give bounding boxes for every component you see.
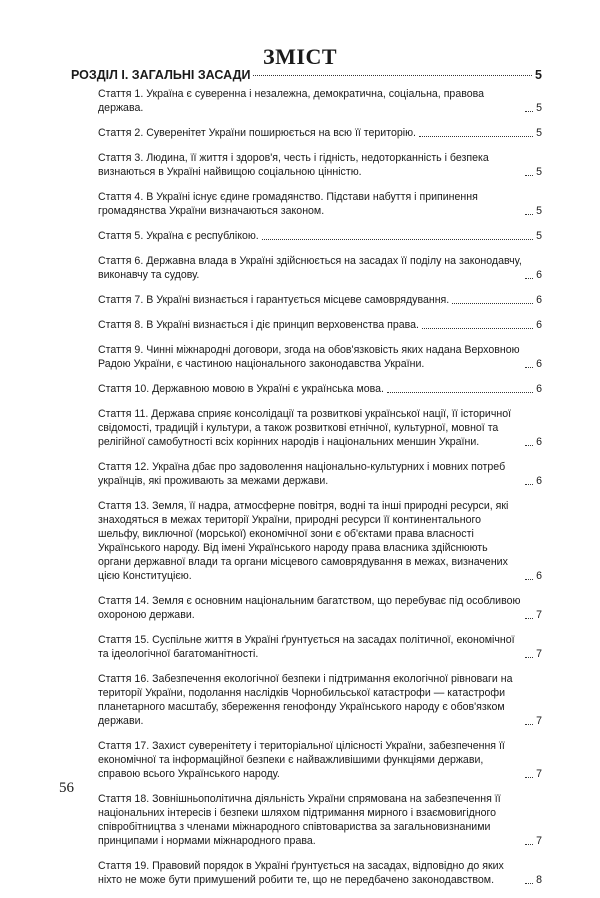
toc-entry <box>98 633 542 661</box>
toc-entry <box>98 382 542 396</box>
toc-entry-text: Стаття 9. Чинні міжнародні договори, згода на обов'язковість яких надана Верховною Радою України, є частиною національного законодавства України. <box>98 344 520 370</box>
dot-leader <box>419 136 533 137</box>
dot-leader <box>262 239 533 240</box>
toc-entry <box>98 293 542 307</box>
toc-entry-text: Стаття 1. Україна є суверенна і незалежна, демократична, соціальна, правова держава. <box>98 88 485 114</box>
table-of-contents <box>98 87 542 898</box>
toc-entry <box>98 460 542 488</box>
toc-entry-text: Стаття 17. Захист суверенітету і територіальної цілісності України, забезпечення її економічної та інформаційної безпеки є найважливішими функціями держави, справою всього Українського народу. <box>98 740 505 780</box>
toc-entry <box>98 594 542 622</box>
toc-entry-page: 7 <box>536 715 542 727</box>
toc-entry-text: Стаття 7. В Україні визнається і гарантується місцеве самоврядування. <box>98 294 450 306</box>
dot-leader <box>525 883 533 884</box>
dot-leader <box>525 844 533 845</box>
dot-leader <box>253 75 532 76</box>
toc-entry-page: 7 <box>536 835 542 847</box>
toc-entry-page: 6 <box>536 475 542 487</box>
toc-entry-page: 5 <box>536 102 542 114</box>
section-page: 5 <box>535 68 542 82</box>
dot-leader <box>525 278 533 279</box>
dot-leader <box>525 484 533 485</box>
toc-entry <box>98 318 542 332</box>
toc-entry <box>98 254 542 282</box>
toc-entry-text: Стаття 11. Держава сприяє консолідації та розвиткові української нації, її історичної свідомості, традицій і культури, а також розвиткові етнічної, культурної, мовної та релігійної самобутності всіх корінних народів і національних меншин України. <box>98 408 512 448</box>
page-title: ЗМІСТ <box>263 44 337 69</box>
toc-entry-text: Стаття 5. Україна є республікою. <box>98 230 259 242</box>
toc-entry <box>98 151 542 179</box>
toc-entry-text: Стаття 10. Державною мовою в Україні є українська мова. <box>98 383 384 395</box>
toc-entry-page: 6 <box>536 294 542 306</box>
dot-leader <box>525 175 533 176</box>
toc-entry <box>98 87 542 115</box>
toc-entry-page: 6 <box>536 358 542 370</box>
toc-entry <box>98 792 542 848</box>
toc-entry-page: 5 <box>536 205 542 217</box>
toc-entry-page: 5 <box>536 230 542 242</box>
toc-entry-text: Стаття 8. В Україні визнається і діє принцип верховенства права. <box>98 319 419 331</box>
toc-entry <box>98 672 542 728</box>
toc-entry <box>98 229 542 243</box>
toc-entry-page: 6 <box>536 383 542 395</box>
dot-leader <box>525 111 533 112</box>
dot-leader <box>525 618 533 619</box>
toc-entry <box>98 407 542 449</box>
dot-leader <box>422 328 533 329</box>
toc-entry-text: Стаття 14. Земля є основним національним багатством, що перебуває під особливою охороною держави. <box>98 595 521 621</box>
toc-entry <box>98 739 542 781</box>
toc-entry-text: Стаття 13. Земля, її надра, атмосферне повітря, водні та інші природні ресурси, які знаходяться в межах території України, природні ресурси її континентального шельфу, виключної (морської) економічної зони є об'єктами права власності Українського народу. Від імені Українського народу права власника здійснюють органи державної влади та органи місцевого самоврядування в межах, визначених цією Конституцією. <box>98 500 509 582</box>
dot-leader <box>525 777 533 778</box>
section-label: РОЗДІЛ І. ЗАГАЛЬНІ ЗАСАДИ <box>71 68 251 82</box>
toc-entry-page: 7 <box>536 768 542 780</box>
dot-leader <box>525 724 533 725</box>
dot-leader <box>525 579 533 580</box>
toc-entry-page: 6 <box>536 319 542 331</box>
dot-leader <box>525 367 533 368</box>
toc-entry-page: 6 <box>536 269 542 281</box>
toc-entry-text: Стаття 15. Суспільне життя в Україні ґрунтується на засадах політичної, економічної та ідеологічної багатоманітності. <box>98 634 515 660</box>
dot-leader <box>525 214 533 215</box>
toc-entry-text: Стаття 16. Забезпечення екологічної безпеки і підтримання екологічної рівноваги на території України, подолання наслідків Чорнобильської катастрофи — катастрофи планетарного масштабу, збереження генофонду Українського народу є обов'язком держави. <box>98 673 513 727</box>
dot-leader <box>525 657 533 658</box>
toc-entry-page: 5 <box>536 166 542 178</box>
toc-entry-page: 7 <box>536 609 542 621</box>
toc-entry-page: 6 <box>536 570 542 582</box>
toc-entry-page: 7 <box>536 648 542 660</box>
toc-entry <box>98 343 542 371</box>
toc-entry-page: 8 <box>536 874 542 886</box>
toc-entry <box>98 126 542 140</box>
dot-leader <box>387 392 533 393</box>
page-number: 56 <box>59 780 74 796</box>
toc-entry-text: Стаття 3. Людина, її життя і здоров'я, честь і гідність, недоторканність і безпека визнаються в Україні найвищою соціальною цінністю. <box>98 152 489 178</box>
toc-entry-text: Стаття 12. Україна дбає про задоволення національно-культурних і мовних потреб українців, які проживають за межами держави. <box>98 461 506 487</box>
toc-entry-page: 5 <box>536 127 542 139</box>
dot-leader <box>452 303 533 304</box>
toc-entry-text: Стаття 6. Державна влада в Україні здійснюється на засадах її поділу на законодавчу, виконавчу та судову. <box>98 255 522 281</box>
toc-entry-text: Стаття 18. Зовнішньополітична діяльність України спрямована на забезпечення її національних інтересів і безпеки шляхом підтримання мирного і взаємовигідного співробітництва з членами міжнародного співтовариства за загальновизнаними принципами і нормами міжнародного права. <box>98 793 501 847</box>
toc-entry <box>98 499 542 583</box>
toc-entry-text: Стаття 2. Суверенітет України поширюється на всю її територію. <box>98 127 416 139</box>
dot-leader <box>525 445 533 446</box>
toc-entry-page: 6 <box>536 436 542 448</box>
toc-entry <box>98 859 542 887</box>
toc-entry-text: Стаття 4. В Україні існує єдине громадянство. Підстави набуття і припинення громадянства України визначаються законом. <box>98 191 478 217</box>
section-heading <box>71 68 542 82</box>
toc-entry <box>98 190 542 218</box>
toc-entry-text: Стаття 19. Правовий порядок в Україні ґрунтується на засадах, відповідно до яких ніхто не може бути примушений робити те, що не передбачено законодавством. <box>98 860 504 886</box>
